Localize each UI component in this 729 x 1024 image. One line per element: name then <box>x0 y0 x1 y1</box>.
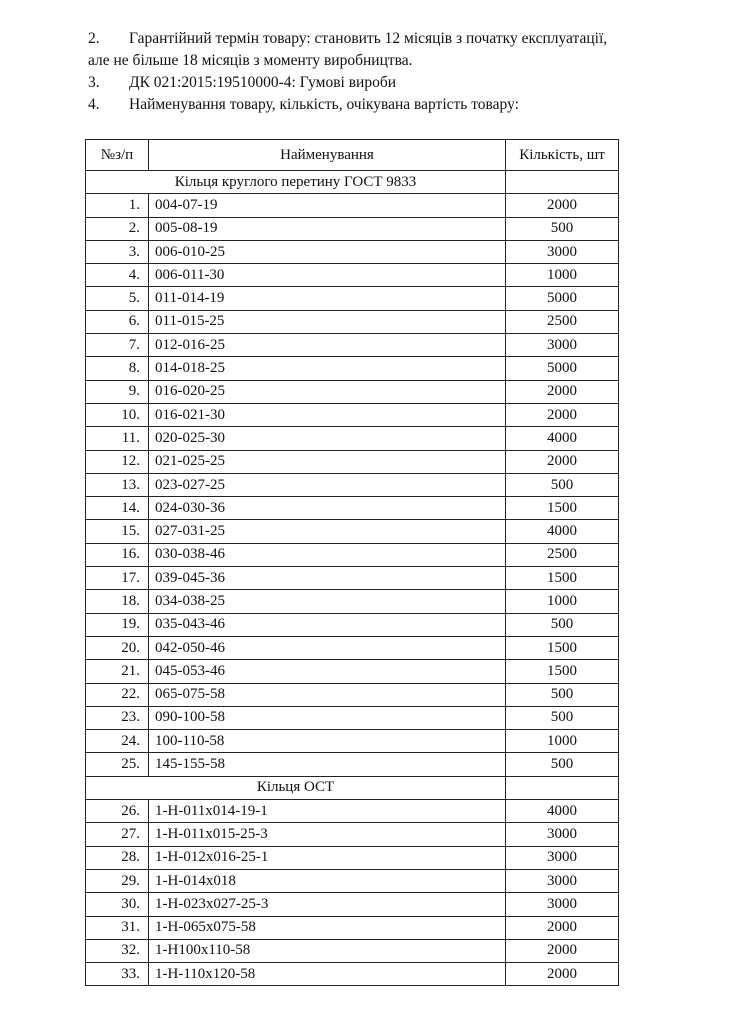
row-number: 23. <box>86 706 149 729</box>
row-quantity: 2000 <box>506 916 619 939</box>
row-quantity: 2000 <box>506 939 619 962</box>
row-number: 17. <box>86 567 149 590</box>
row-quantity: 500 <box>506 753 619 776</box>
table-row <box>86 543 619 566</box>
row-name: 1-Н-011х015-25-3 <box>149 823 506 846</box>
table-row <box>86 683 619 706</box>
row-name: 020-025-30 <box>149 427 506 450</box>
row-number: 32. <box>86 939 149 962</box>
section-title: Кільця ОСТ <box>86 776 506 799</box>
row-name: 030-038-46 <box>149 543 506 566</box>
table-body <box>86 171 619 986</box>
row-quantity: 2000 <box>506 194 619 217</box>
header-number: №з/п <box>86 140 149 171</box>
row-name: 011-014-19 <box>149 287 506 310</box>
row-number: 15. <box>86 520 149 543</box>
row-quantity: 500 <box>506 683 619 706</box>
row-quantity: 500 <box>506 473 619 496</box>
row-name: 039-045-36 <box>149 567 506 590</box>
row-number: 22. <box>86 683 149 706</box>
row-name: 016-020-25 <box>149 380 506 403</box>
item-3-text: ДК 021:2015:19510000-4: Гумові вироби <box>129 74 397 91</box>
table-row <box>86 590 619 613</box>
table-row <box>86 916 619 939</box>
table-row <box>86 287 619 310</box>
row-number: 30. <box>86 893 149 916</box>
item-2-number: 2. <box>88 30 100 47</box>
row-name: 006-011-30 <box>149 264 506 287</box>
row-quantity: 5000 <box>506 287 619 310</box>
table-row <box>86 194 619 217</box>
row-quantity: 3000 <box>506 893 619 916</box>
row-name: 021-025-25 <box>149 450 506 473</box>
table-row <box>86 264 619 287</box>
table-row <box>86 240 619 263</box>
row-name: 1-Н-065х075-58 <box>149 916 506 939</box>
table-row <box>86 660 619 683</box>
row-number: 33. <box>86 963 149 986</box>
row-quantity: 1500 <box>506 636 619 659</box>
row-quantity: 1500 <box>506 567 619 590</box>
section-header-row <box>86 171 619 194</box>
section-title: Кільця круглого перетину ГОСТ 9833 <box>86 171 506 194</box>
item-4-text: Найменування товару, кількість, очікувана вартість товару: <box>129 96 519 113</box>
row-quantity: 3000 <box>506 240 619 263</box>
row-number: 1. <box>86 194 149 217</box>
row-number: 25. <box>86 753 149 776</box>
row-name: 035-043-46 <box>149 613 506 636</box>
table-row <box>86 380 619 403</box>
row-number: 21. <box>86 660 149 683</box>
header-name: Найменування <box>149 140 506 171</box>
row-number: 26. <box>86 800 149 823</box>
row-name: 004-07-19 <box>149 194 506 217</box>
table-row <box>86 217 619 240</box>
row-number: 19. <box>86 613 149 636</box>
table-row <box>86 939 619 962</box>
row-quantity: 3000 <box>506 823 619 846</box>
row-name: 1-Н-014х018 <box>149 869 506 892</box>
table-header-row <box>86 140 619 171</box>
goods-table <box>85 139 619 986</box>
row-number: 12. <box>86 450 149 473</box>
row-quantity: 500 <box>506 217 619 240</box>
row-name: 006-010-25 <box>149 240 506 263</box>
row-name: 045-053-46 <box>149 660 506 683</box>
row-name: 034-038-25 <box>149 590 506 613</box>
row-quantity: 4000 <box>506 427 619 450</box>
table-row <box>86 706 619 729</box>
row-quantity: 1000 <box>506 730 619 753</box>
row-number: 16. <box>86 543 149 566</box>
section-quantity-empty <box>506 776 619 799</box>
table-row <box>86 520 619 543</box>
row-name: 1-Н-012х016-25-1 <box>149 846 506 869</box>
table-row <box>86 403 619 426</box>
row-number: 20. <box>86 636 149 659</box>
row-name: 014-018-25 <box>149 357 506 380</box>
row-quantity: 2000 <box>506 380 619 403</box>
table-row <box>86 846 619 869</box>
item-4-number: 4. <box>88 96 100 113</box>
table-row <box>86 613 619 636</box>
row-number: 14. <box>86 497 149 520</box>
row-quantity: 1500 <box>506 497 619 520</box>
row-name: 024-030-36 <box>149 497 506 520</box>
row-number: 10. <box>86 403 149 426</box>
row-name: 1-Н100х110-58 <box>149 939 506 962</box>
row-name: 016-021-30 <box>149 403 506 426</box>
table-row <box>86 636 619 659</box>
row-name: 1-Н-023х027-25-3 <box>149 893 506 916</box>
row-number: 11. <box>86 427 149 450</box>
table-row <box>86 334 619 357</box>
row-quantity: 3000 <box>506 869 619 892</box>
item-2-text-line-2: але не більше 18 місяців з моменту виробництва. <box>88 52 413 69</box>
row-name: 023-027-25 <box>149 473 506 496</box>
table-row <box>86 893 619 916</box>
row-name: 012-016-25 <box>149 334 506 357</box>
row-quantity: 4000 <box>506 800 619 823</box>
row-number: 28. <box>86 846 149 869</box>
table-row <box>86 753 619 776</box>
row-name: 065-075-58 <box>149 683 506 706</box>
row-quantity: 1000 <box>506 590 619 613</box>
row-number: 31. <box>86 916 149 939</box>
row-number: 5. <box>86 287 149 310</box>
row-number: 27. <box>86 823 149 846</box>
row-number: 8. <box>86 357 149 380</box>
row-number: 3. <box>86 240 149 263</box>
row-number: 6. <box>86 310 149 333</box>
table-row <box>86 567 619 590</box>
item-2-text-line-1: Гарантійний термін товару: становить 12 місяців з початку експлуатації, <box>129 30 608 47</box>
row-name: 027-031-25 <box>149 520 506 543</box>
table-row <box>86 497 619 520</box>
table-row <box>86 310 619 333</box>
table-row <box>86 357 619 380</box>
row-quantity: 2000 <box>506 403 619 426</box>
row-name: 145-155-58 <box>149 753 506 776</box>
row-quantity: 2000 <box>506 963 619 986</box>
table-row <box>86 473 619 496</box>
row-quantity: 2500 <box>506 310 619 333</box>
table-row <box>86 869 619 892</box>
row-quantity: 2000 <box>506 450 619 473</box>
row-number: 2. <box>86 217 149 240</box>
row-number: 9. <box>86 380 149 403</box>
row-name: 1-Н-110х120-58 <box>149 963 506 986</box>
section-quantity-empty <box>506 171 619 194</box>
table-row <box>86 450 619 473</box>
section-header-row <box>86 776 619 799</box>
row-quantity: 500 <box>506 706 619 729</box>
row-quantity: 3000 <box>506 334 619 357</box>
row-quantity: 3000 <box>506 846 619 869</box>
row-quantity: 500 <box>506 613 619 636</box>
row-quantity: 1500 <box>506 660 619 683</box>
table-row <box>86 823 619 846</box>
item-3-number: 3. <box>88 74 100 91</box>
row-quantity: 2500 <box>506 543 619 566</box>
row-quantity: 1000 <box>506 264 619 287</box>
row-name: 100-110-58 <box>149 730 506 753</box>
row-number: 13. <box>86 473 149 496</box>
row-quantity: 5000 <box>506 357 619 380</box>
row-name: 042-050-46 <box>149 636 506 659</box>
row-number: 4. <box>86 264 149 287</box>
row-name: 090-100-58 <box>149 706 506 729</box>
row-quantity: 4000 <box>506 520 619 543</box>
row-number: 29. <box>86 869 149 892</box>
row-name: 011-015-25 <box>149 310 506 333</box>
row-number: 7. <box>86 334 149 357</box>
table-row <box>86 427 619 450</box>
table-row <box>86 963 619 986</box>
table-row <box>86 730 619 753</box>
row-name: 005-08-19 <box>149 217 506 240</box>
header-quantity: Кількість, шт <box>506 140 619 171</box>
row-number: 18. <box>86 590 149 613</box>
row-number: 24. <box>86 730 149 753</box>
table-row <box>86 800 619 823</box>
row-name: 1-Н-011х014-19-1 <box>149 800 506 823</box>
